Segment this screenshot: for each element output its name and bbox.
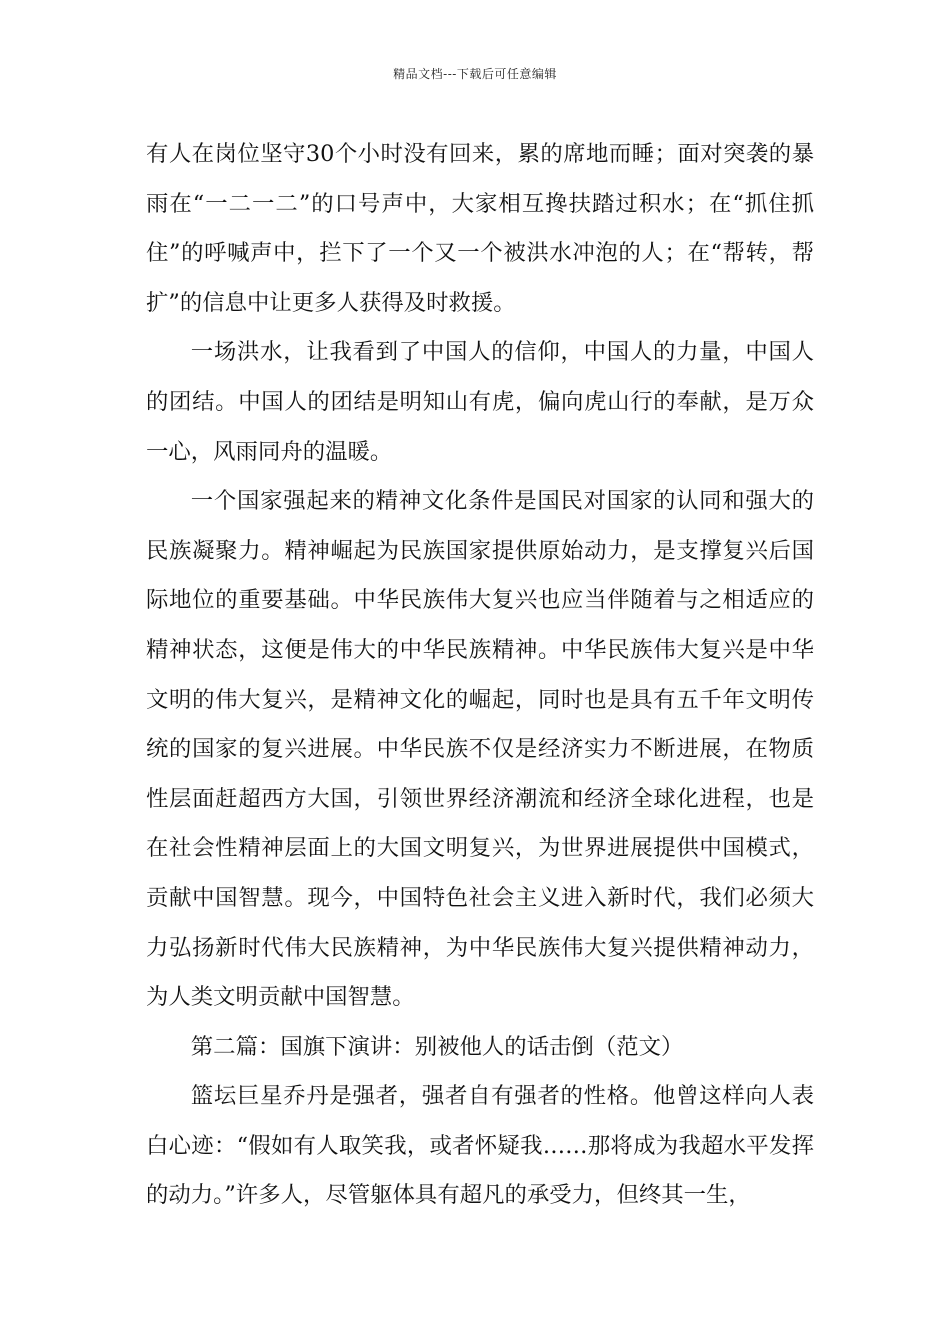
- paragraph-flood-rescue-continued: 有人在岗位坚守30个小时没有回来，累的席地而睡；面对突袭的暴雨在“一二一二”的口号声中，大家相互搀扶踏过积水；在“抓住抓住”的呼喊声中，拦下了一个又一个被洪水冲泡的人；在“帮转，帮扩”的信息中让更多人获得及时救援。: [146, 141, 814, 316]
- paragraph-national-spirit: 一个国家强起来的精神文化条件是国民对国家的认同和强大的民族凝聚力。精神崛起为民族国家提供原始动力，是支撑复兴后国际地位的重要基础。中华民族伟大复兴也应当伴随着与之相适应的精神状态，这便是伟大的中华民族精神。中华民族伟大复兴是中华文明的伟大复兴，是精神文化的崛起，同时也是具有五千年文明传统的国家的复兴进展。中华民族不仅是经济实力不断进展，在物质性层面赶超西方大国，引领世界经济潮流和经济全球化进程，也是在社会性精神层面上的大国文明复兴，为世界进展提供中国模式，贡献中国智慧。现今，中国特色社会主义进入新时代，我们必须大力弘扬新时代伟大民族精神，为中华民族伟大复兴提供精神动力，为人类文明贡献中国智慧。: [146, 488, 814, 1011]
- section-heading-second-speech: 第二篇：国旗下演讲：别被他人的话击倒（范文）: [190, 1033, 684, 1060]
- paragraph-jordan: 篮坛巨星乔丹是强者，强者自有强者的性格。他曾这样向人表白心迹：“假如有人取笑我，或者怀疑我……那将成为我超水平发挥的动力。”许多人，尽管躯体具有超凡的承受力，但终其一生，: [146, 1083, 814, 1209]
- document-body: [146, 130, 814, 1221]
- paragraph-flood-unity: 一场洪水，让我看到了中国人的信仰，中国人的力量，中国人的团结。中国人的团结是明知山有虎，偏向虎山行的奉献，是万众一心，风雨同舟的温暖。: [146, 339, 814, 465]
- page-header: 精品文档---下载后可任意编辑: [393, 67, 557, 81]
